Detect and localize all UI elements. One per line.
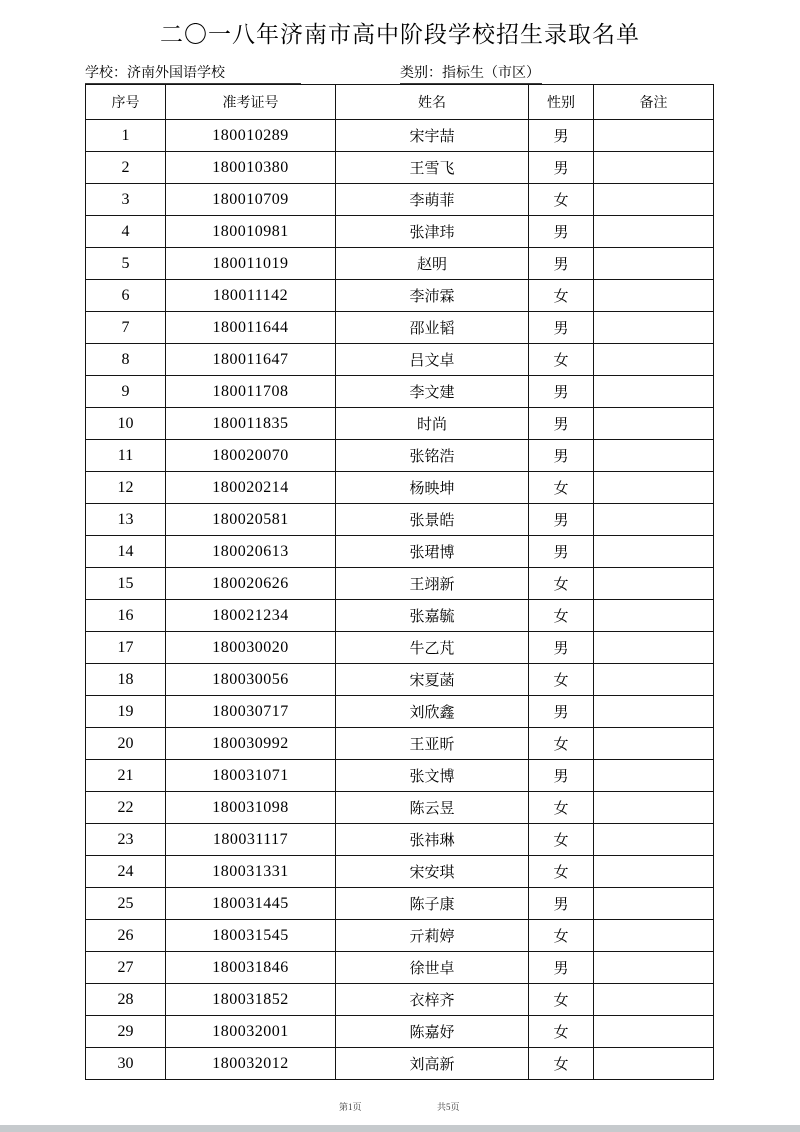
table-row — [86, 1048, 714, 1080]
name-cell: 宋夏菡 — [336, 664, 529, 696]
name-cell: 张景皓 — [336, 504, 529, 536]
header-remark: 备注 — [594, 85, 714, 120]
gender-cell: 男 — [529, 696, 594, 728]
header-serial: 序号 — [86, 85, 166, 120]
remark-cell — [594, 920, 714, 952]
serial-cell: 6 — [86, 280, 166, 312]
page-bottom-edge — [0, 1125, 800, 1132]
gender-cell: 女 — [529, 856, 594, 888]
table-row — [86, 344, 714, 376]
gender-cell: 女 — [529, 728, 594, 760]
serial-cell: 20 — [86, 728, 166, 760]
gender-cell: 女 — [529, 792, 594, 824]
current-page-label: 第1页 — [339, 1102, 362, 1112]
exam-number-cell: 180021234 — [166, 600, 336, 632]
table-row — [86, 248, 714, 280]
total-pages-label: 共5页 — [437, 1102, 460, 1112]
remark-cell — [594, 1048, 714, 1080]
serial-cell: 27 — [86, 952, 166, 984]
remark-cell — [594, 152, 714, 184]
name-cell: 宋安琪 — [336, 856, 529, 888]
exam-number-cell: 180031117 — [166, 824, 336, 856]
table-row — [86, 312, 714, 344]
serial-cell: 29 — [86, 1016, 166, 1048]
gender-cell: 女 — [529, 824, 594, 856]
remark-cell — [594, 792, 714, 824]
serial-cell: 10 — [86, 408, 166, 440]
remark-cell — [594, 728, 714, 760]
exam-number-cell: 180031331 — [166, 856, 336, 888]
remark-cell — [594, 696, 714, 728]
name-cell: 牛乙芃 — [336, 632, 529, 664]
name-cell: 亓莉婷 — [336, 920, 529, 952]
serial-cell: 28 — [86, 984, 166, 1016]
gender-cell: 女 — [529, 920, 594, 952]
name-cell: 王翊新 — [336, 568, 529, 600]
exam-number-cell: 180020626 — [166, 568, 336, 600]
exam-number-cell: 180031852 — [166, 984, 336, 1016]
serial-cell: 11 — [86, 440, 166, 472]
name-cell: 杨映坤 — [336, 472, 529, 504]
gender-cell: 男 — [529, 408, 594, 440]
remark-cell — [594, 120, 714, 152]
remark-cell — [594, 376, 714, 408]
name-cell: 李文建 — [336, 376, 529, 408]
serial-cell: 13 — [86, 504, 166, 536]
serial-cell: 14 — [86, 536, 166, 568]
serial-cell: 17 — [86, 632, 166, 664]
table-body — [86, 120, 714, 1080]
header-name: 姓名 — [336, 85, 529, 120]
name-cell: 刘高新 — [336, 1048, 529, 1080]
remark-cell — [594, 184, 714, 216]
remark-cell — [594, 600, 714, 632]
exam-number-cell: 180031545 — [166, 920, 336, 952]
exam-number-cell: 180011644 — [166, 312, 336, 344]
name-cell: 张珺博 — [336, 536, 529, 568]
gender-cell: 女 — [529, 280, 594, 312]
name-cell: 时尚 — [336, 408, 529, 440]
name-cell: 张祎琳 — [336, 824, 529, 856]
gender-cell: 女 — [529, 1048, 594, 1080]
admission-roster-table — [85, 84, 714, 1080]
serial-cell: 5 — [86, 248, 166, 280]
table-row — [86, 216, 714, 248]
gender-cell: 男 — [529, 248, 594, 280]
remark-cell — [594, 984, 714, 1016]
gender-cell: 男 — [529, 376, 594, 408]
exam-number-cell: 180030717 — [166, 696, 336, 728]
gender-cell: 男 — [529, 760, 594, 792]
remark-cell — [594, 248, 714, 280]
exam-number-cell: 180031846 — [166, 952, 336, 984]
gender-cell: 男 — [529, 312, 594, 344]
name-cell: 陈子康 — [336, 888, 529, 920]
category-label: 类别：指标生（市区） — [400, 62, 542, 84]
name-cell: 刘欣鑫 — [336, 696, 529, 728]
table-row — [86, 408, 714, 440]
meta-row — [0, 62, 800, 82]
name-cell: 王亚昕 — [336, 728, 529, 760]
gender-cell: 女 — [529, 984, 594, 1016]
exam-number-cell: 180020214 — [166, 472, 336, 504]
remark-cell — [594, 824, 714, 856]
serial-cell: 2 — [86, 152, 166, 184]
exam-number-cell: 180031445 — [166, 888, 336, 920]
table-row — [86, 824, 714, 856]
exam-number-cell: 180032001 — [166, 1016, 336, 1048]
serial-cell: 8 — [86, 344, 166, 376]
remark-cell — [594, 280, 714, 312]
exam-number-cell: 180020613 — [166, 536, 336, 568]
name-cell: 张津玮 — [336, 216, 529, 248]
gender-cell: 女 — [529, 568, 594, 600]
remark-cell — [594, 312, 714, 344]
table-row — [86, 280, 714, 312]
serial-cell: 25 — [86, 888, 166, 920]
table-row — [86, 184, 714, 216]
serial-cell: 19 — [86, 696, 166, 728]
gender-cell: 男 — [529, 952, 594, 984]
serial-cell: 1 — [86, 120, 166, 152]
serial-cell: 12 — [86, 472, 166, 504]
exam-number-cell: 180031098 — [166, 792, 336, 824]
remark-cell — [594, 344, 714, 376]
exam-number-cell: 180030020 — [166, 632, 336, 664]
gender-cell: 男 — [529, 888, 594, 920]
serial-cell: 18 — [86, 664, 166, 696]
table-row — [86, 376, 714, 408]
exam-number-cell: 180030056 — [166, 664, 336, 696]
gender-cell: 男 — [529, 504, 594, 536]
table-row — [86, 856, 714, 888]
name-cell: 李萌菲 — [336, 184, 529, 216]
table-row — [86, 632, 714, 664]
gender-cell: 男 — [529, 216, 594, 248]
exam-number-cell: 180011019 — [166, 248, 336, 280]
serial-cell: 16 — [86, 600, 166, 632]
table-row — [86, 120, 714, 152]
serial-cell: 15 — [86, 568, 166, 600]
gender-cell: 男 — [529, 632, 594, 664]
table-row — [86, 472, 714, 504]
page-footer — [0, 1100, 800, 1114]
serial-cell: 30 — [86, 1048, 166, 1080]
table-row — [86, 696, 714, 728]
serial-cell: 3 — [86, 184, 166, 216]
serial-cell: 7 — [86, 312, 166, 344]
table-row — [86, 664, 714, 696]
table-row — [86, 952, 714, 984]
gender-cell: 女 — [529, 344, 594, 376]
serial-cell: 24 — [86, 856, 166, 888]
gender-cell: 女 — [529, 472, 594, 504]
name-cell: 陈云昱 — [336, 792, 529, 824]
table-row — [86, 920, 714, 952]
name-cell: 李沛霖 — [336, 280, 529, 312]
name-cell: 王雪飞 — [336, 152, 529, 184]
remark-cell — [594, 856, 714, 888]
exam-number-cell: 180020070 — [166, 440, 336, 472]
exam-number-cell: 180011647 — [166, 344, 336, 376]
exam-number-cell: 180011708 — [166, 376, 336, 408]
table-row — [86, 1016, 714, 1048]
remark-cell — [594, 472, 714, 504]
table-row — [86, 568, 714, 600]
exam-number-cell: 180011835 — [166, 408, 336, 440]
remark-cell — [594, 952, 714, 984]
name-cell: 衣梓齐 — [336, 984, 529, 1016]
remark-cell — [594, 408, 714, 440]
exam-number-cell: 180031071 — [166, 760, 336, 792]
gender-cell: 女 — [529, 600, 594, 632]
exam-number-cell: 180030992 — [166, 728, 336, 760]
remark-cell — [594, 504, 714, 536]
serial-cell: 23 — [86, 824, 166, 856]
remark-cell — [594, 440, 714, 472]
gender-cell: 男 — [529, 120, 594, 152]
name-cell: 张文博 — [336, 760, 529, 792]
name-cell: 徐世卓 — [336, 952, 529, 984]
gender-cell: 男 — [529, 152, 594, 184]
table-row — [86, 536, 714, 568]
table-header — [86, 85, 714, 120]
name-cell: 张嘉毓 — [336, 600, 529, 632]
header-gender: 性别 — [529, 85, 594, 120]
serial-cell: 22 — [86, 792, 166, 824]
exam-number-cell: 180010289 — [166, 120, 336, 152]
exam-number-cell: 180010981 — [166, 216, 336, 248]
gender-cell: 女 — [529, 664, 594, 696]
serial-cell: 21 — [86, 760, 166, 792]
remark-cell — [594, 632, 714, 664]
exam-number-cell: 180010709 — [166, 184, 336, 216]
remark-cell — [594, 536, 714, 568]
remark-cell — [594, 760, 714, 792]
serial-cell: 26 — [86, 920, 166, 952]
remark-cell — [594, 216, 714, 248]
header-row — [86, 85, 714, 120]
table-row — [86, 728, 714, 760]
table-row — [86, 440, 714, 472]
table-row — [86, 600, 714, 632]
exam-number-cell: 180032012 — [166, 1048, 336, 1080]
table-row — [86, 984, 714, 1016]
table-row — [86, 888, 714, 920]
remark-cell — [594, 664, 714, 696]
school-label: 学校：济南外国语学校 — [85, 62, 301, 84]
table-row — [86, 792, 714, 824]
serial-cell: 9 — [86, 376, 166, 408]
remark-cell — [594, 1016, 714, 1048]
gender-cell: 女 — [529, 184, 594, 216]
name-cell: 陈嘉妤 — [336, 1016, 529, 1048]
page-title: 二〇一八年济南市高中阶段学校招生录取名单 — [160, 22, 640, 47]
remark-cell — [594, 568, 714, 600]
serial-cell: 4 — [86, 216, 166, 248]
name-cell: 邵业韬 — [336, 312, 529, 344]
exam-number-cell: 180010380 — [166, 152, 336, 184]
exam-number-cell: 180020581 — [166, 504, 336, 536]
table-row — [86, 760, 714, 792]
name-cell: 吕文卓 — [336, 344, 529, 376]
table-row — [86, 504, 714, 536]
header-exam-number: 准考证号 — [166, 85, 336, 120]
exam-number-cell: 180011142 — [166, 280, 336, 312]
gender-cell: 男 — [529, 440, 594, 472]
gender-cell: 女 — [529, 1016, 594, 1048]
name-cell: 张铭浩 — [336, 440, 529, 472]
remark-cell — [594, 888, 714, 920]
name-cell: 宋宇喆 — [336, 120, 529, 152]
name-cell: 赵明 — [336, 248, 529, 280]
table-row — [86, 152, 714, 184]
gender-cell: 男 — [529, 536, 594, 568]
